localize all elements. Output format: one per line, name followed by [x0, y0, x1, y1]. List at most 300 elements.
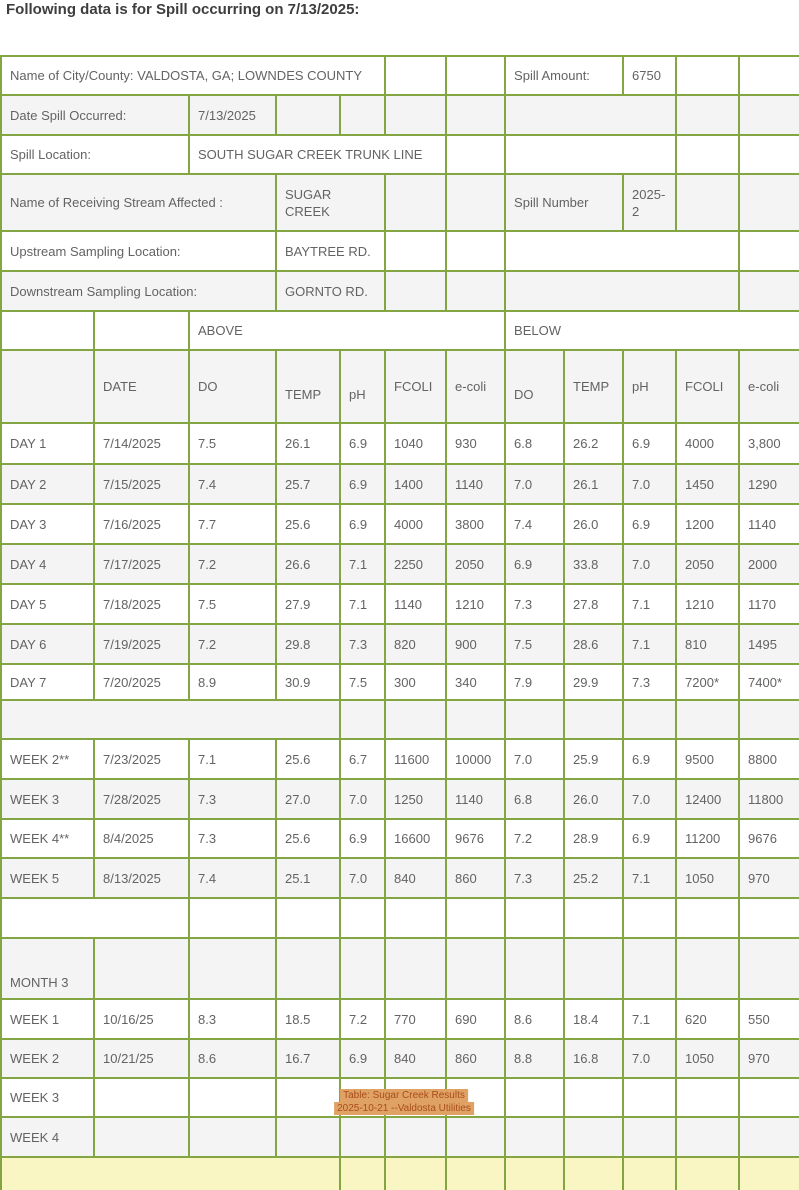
cell: 7.4: [189, 858, 276, 898]
row-day-7: [1, 664, 799, 700]
row-day-3: [1, 504, 799, 544]
cell: 6.9: [340, 464, 385, 504]
cell: [564, 1157, 623, 1190]
cell: 7.0: [505, 739, 564, 779]
cell: 27.0: [276, 779, 340, 819]
cell: 690: [446, 999, 505, 1039]
cell: [676, 56, 739, 95]
cell: 16600: [385, 819, 446, 858]
cell: [385, 1117, 446, 1157]
cell: 7.2: [189, 544, 276, 584]
cell: WEEK 2**: [1, 739, 94, 779]
cell: 7.1: [340, 584, 385, 624]
downstream-label-cell: Downstream Sampling Location:: [1, 271, 276, 311]
cell: 550: [739, 999, 799, 1039]
cell: 6.8: [505, 423, 564, 464]
page-title: Following data is for Spill occurring on 7/13/2025:: [6, 1, 360, 18]
cell: 25.9: [564, 739, 623, 779]
cell: WEEK 4**: [1, 819, 94, 858]
cell: 1210: [676, 584, 739, 624]
cell: [189, 1078, 276, 1117]
date-spill-label-cell: Date Spill Occurred:: [1, 95, 189, 135]
cell: 7.1: [623, 999, 676, 1039]
cell: 7.2: [340, 999, 385, 1039]
cell: [1, 700, 340, 739]
cell: [189, 938, 276, 999]
row-day-4: [1, 544, 799, 584]
cell: 7.1: [189, 739, 276, 779]
cell: 6.7: [340, 739, 385, 779]
cell: WEEK 5: [1, 858, 94, 898]
cell: 7.1: [623, 858, 676, 898]
cell: [739, 56, 799, 95]
cell: 29.8: [276, 624, 340, 664]
cell: [446, 898, 505, 938]
cell: 26.1: [564, 464, 623, 504]
cell: 26.0: [564, 504, 623, 544]
cell: 1050: [676, 1039, 739, 1078]
cell: 810: [676, 624, 739, 664]
cell: DAY 2: [1, 464, 94, 504]
cell: 770: [385, 999, 446, 1039]
cell: 7/15/2025: [94, 464, 189, 504]
cell: 7.2: [189, 624, 276, 664]
cell: 7200*: [676, 664, 739, 700]
cell: [505, 1157, 564, 1190]
row-section-headers: [1, 311, 799, 350]
row-date-spill: [1, 95, 799, 135]
cell: [505, 231, 739, 271]
cell: 6.9: [340, 423, 385, 464]
cell: 2000: [739, 544, 799, 584]
cell: 26.2: [564, 423, 623, 464]
cell: [446, 231, 505, 271]
cell: [505, 700, 564, 739]
row-column-headers: [1, 350, 799, 423]
cell: [676, 700, 739, 739]
cell: [385, 231, 446, 271]
cell: DAY 3: [1, 504, 94, 544]
cell: 18.4: [564, 999, 623, 1039]
cell: 7.5: [505, 624, 564, 664]
cell: 6.9: [505, 544, 564, 584]
cell: [676, 938, 739, 999]
cell: 6.9: [623, 819, 676, 858]
downstream-value-cell: GORNTO RD.: [276, 271, 385, 311]
cell: [739, 95, 799, 135]
cell: [340, 1157, 385, 1190]
cell: [623, 700, 676, 739]
cell: 9500: [676, 739, 739, 779]
spill-amount-label-cell: Spill Amount:: [505, 56, 623, 95]
cell: [564, 700, 623, 739]
below-section-header: BELOW: [505, 311, 799, 350]
upstream-label-cell: Upstream Sampling Location:: [1, 231, 276, 271]
cell: 10/21/25: [94, 1039, 189, 1078]
cell: 7.7: [189, 504, 276, 544]
cell: 300: [385, 664, 446, 700]
row-receiving-stream: [1, 174, 799, 231]
cell: [676, 1157, 739, 1190]
cell: 25.2: [564, 858, 623, 898]
cell: [676, 135, 739, 174]
cell: [1, 311, 94, 350]
spill-location-value-cell: SOUTH SUGAR CREEK TRUNK LINE: [189, 135, 446, 174]
cell: 7/20/2025: [94, 664, 189, 700]
row-week-3: [1, 779, 799, 819]
cell: 7.0: [623, 1039, 676, 1078]
cell: 8.3: [189, 999, 276, 1039]
cell: [739, 1117, 799, 1157]
row-week-4: [1, 819, 799, 858]
cell: [446, 700, 505, 739]
cell: [623, 938, 676, 999]
cell: 930: [446, 423, 505, 464]
spill-data-table: [0, 55, 799, 1190]
cell: 9676: [446, 819, 505, 858]
col-header-do-below: DO: [505, 350, 564, 423]
cell: DAY 5: [1, 584, 94, 624]
cell: 8.6: [189, 1039, 276, 1078]
cell: 28.9: [564, 819, 623, 858]
cell: [623, 1117, 676, 1157]
cell: 1050: [676, 858, 739, 898]
spill-number-value-cell: 2025-2: [623, 174, 676, 231]
cell: [385, 898, 446, 938]
cell: 2250: [385, 544, 446, 584]
cell: [623, 1157, 676, 1190]
caption-line: 2025-10-21 --Valdosta Utilities: [334, 1102, 474, 1115]
cell: 6.9: [623, 423, 676, 464]
cell: 7.0: [623, 544, 676, 584]
col-header-fcoli-below: FCOLI: [676, 350, 739, 423]
cell: 11800: [739, 779, 799, 819]
cell: WEEK 3: [1, 1078, 94, 1117]
cell: 7/19/2025: [94, 624, 189, 664]
row-month3-week-1: [1, 999, 799, 1039]
cell: 25.6: [276, 504, 340, 544]
cell: 1140: [446, 464, 505, 504]
cell: 7/23/2025: [94, 739, 189, 779]
cell: 7.2: [505, 819, 564, 858]
spill-location-label-cell: Spill Location:: [1, 135, 189, 174]
row-blank-2: [1, 898, 799, 938]
cell: DAY 4: [1, 544, 94, 584]
cell: 1495: [739, 624, 799, 664]
cell: 3800: [446, 504, 505, 544]
cell: 1400: [385, 464, 446, 504]
cell: 1140: [446, 779, 505, 819]
cell: 7.4: [505, 504, 564, 544]
cell: 7.0: [623, 464, 676, 504]
cell: 1450: [676, 464, 739, 504]
cell: 7/17/2025: [94, 544, 189, 584]
spill-number-label-cell: Spill Number: [505, 174, 623, 231]
cell: [676, 1117, 739, 1157]
cell: 7.5: [189, 423, 276, 464]
col-header-temp-below: TEMP: [564, 350, 623, 423]
cell: 33.8: [564, 544, 623, 584]
cell: [385, 95, 446, 135]
cell: 26.0: [564, 779, 623, 819]
cell: 7.3: [189, 779, 276, 819]
row-downstream: [1, 271, 799, 311]
cell: [94, 1117, 189, 1157]
cell: 7/18/2025: [94, 584, 189, 624]
stream-label-cell: Name of Receiving Stream Affected :: [1, 174, 276, 231]
cell: 1200: [676, 504, 739, 544]
cell: [739, 1078, 799, 1117]
col-header-do-above: DO: [189, 350, 276, 423]
cell: 8.6: [505, 999, 564, 1039]
cell: [739, 135, 799, 174]
cell: 7/28/2025: [94, 779, 189, 819]
cell: [1, 350, 94, 423]
row-spill-location: [1, 135, 799, 174]
cell: [676, 1078, 739, 1117]
cell: 2050: [446, 544, 505, 584]
cell: 820: [385, 624, 446, 664]
row-day-1: [1, 423, 799, 464]
cell: 1140: [385, 584, 446, 624]
cell: 29.9: [564, 664, 623, 700]
cell: DAY 6: [1, 624, 94, 664]
cell: [276, 898, 340, 938]
cell: [385, 700, 446, 739]
cell: 7.3: [505, 858, 564, 898]
row-city-county: [1, 56, 799, 95]
cell: 860: [446, 1039, 505, 1078]
col-header-fcoli-above: FCOLI: [385, 350, 446, 423]
cell: [564, 938, 623, 999]
row-caption: [1, 1157, 799, 1190]
row-day-2: [1, 464, 799, 504]
col-header-ecoli-above: e-coli: [446, 350, 505, 423]
cell: WEEK 2: [1, 1039, 94, 1078]
cell: 6.9: [340, 819, 385, 858]
cell: [94, 938, 189, 999]
col-header-ecoli-below: e-coli: [739, 350, 799, 423]
cell: [276, 1078, 340, 1117]
row-month3-week-4: [1, 1117, 799, 1157]
cell: [340, 938, 385, 999]
cell: [276, 95, 340, 135]
cell: [446, 135, 505, 174]
cell: 8/13/2025: [94, 858, 189, 898]
row-day-5: [1, 584, 799, 624]
upstream-value-cell: BAYTREE RD.: [276, 231, 385, 271]
cell: [739, 938, 799, 999]
cell: [739, 898, 799, 938]
row-week-2: [1, 739, 799, 779]
cell: 6.9: [623, 504, 676, 544]
col-header-date: DATE: [94, 350, 189, 423]
cell: [739, 271, 799, 311]
cell: 840: [385, 1039, 446, 1078]
cell: [1, 898, 189, 938]
cell: [94, 311, 189, 350]
cell: 7.4: [189, 464, 276, 504]
cell: 7.3: [189, 819, 276, 858]
cell: [739, 700, 799, 739]
cell: [676, 95, 739, 135]
row-month3-week-2: [1, 1039, 799, 1078]
row-day-6: [1, 624, 799, 664]
table-caption: [334, 1089, 474, 1115]
cell: WEEK 4: [1, 1117, 94, 1157]
cell: 1140: [739, 504, 799, 544]
cell: 7.5: [189, 584, 276, 624]
cell: [340, 898, 385, 938]
cell: [623, 1078, 676, 1117]
cell: [739, 174, 799, 231]
cell: [446, 95, 505, 135]
cell: 25.6: [276, 819, 340, 858]
cell: 340: [446, 664, 505, 700]
cell: [446, 938, 505, 999]
cell: 7.0: [623, 779, 676, 819]
cell: 9676: [739, 819, 799, 858]
cell: 7.1: [623, 584, 676, 624]
cell: 7.3: [623, 664, 676, 700]
row-month-3: [1, 938, 799, 999]
row-week-5: [1, 858, 799, 898]
cell: 27.9: [276, 584, 340, 624]
cell: 7.3: [340, 624, 385, 664]
cell: 7.5: [340, 664, 385, 700]
cell: 970: [739, 858, 799, 898]
spill-amount-value-cell: 6750: [623, 56, 676, 95]
cell: 26.1: [276, 423, 340, 464]
cell: 7.1: [340, 544, 385, 584]
cell: 16.8: [564, 1039, 623, 1078]
cell: [623, 898, 676, 938]
cell: [446, 174, 505, 231]
cell: [564, 1117, 623, 1157]
cell: 7/16/2025: [94, 504, 189, 544]
cell: 7.1: [623, 624, 676, 664]
cell: 4000: [385, 504, 446, 544]
row-blank-1: [1, 700, 799, 739]
cell: 1250: [385, 779, 446, 819]
cell: [505, 271, 739, 311]
cell: 2050: [676, 544, 739, 584]
cell: 3,800: [739, 423, 799, 464]
cell: 6.9: [340, 1039, 385, 1078]
cell: 1040: [385, 423, 446, 464]
cell: [340, 95, 385, 135]
caption-line: Table: Sugar Creek Results: [340, 1089, 468, 1102]
row-upstream: [1, 231, 799, 271]
cell: [505, 95, 676, 135]
cell: 7.3: [505, 584, 564, 624]
cell: 1210: [446, 584, 505, 624]
cell: 27.8: [564, 584, 623, 624]
cell: WEEK 1: [1, 999, 94, 1039]
cell: 10/16/25: [94, 999, 189, 1039]
cell: 8800: [739, 739, 799, 779]
cell: 7.0: [340, 858, 385, 898]
cell: 7/14/2025: [94, 423, 189, 464]
cell: 8/4/2025: [94, 819, 189, 858]
date-spill-value-cell: 7/13/2025: [189, 95, 276, 135]
cell: [340, 700, 385, 739]
cell: 620: [676, 999, 739, 1039]
cell: 970: [739, 1039, 799, 1078]
cell: 7.0: [340, 779, 385, 819]
cell: 25.1: [276, 858, 340, 898]
cell: 28.6: [564, 624, 623, 664]
col-header-ph-below: pH: [623, 350, 676, 423]
cell: [505, 1078, 564, 1117]
cell: WEEK 3: [1, 779, 94, 819]
cell: 6.9: [340, 504, 385, 544]
cell: 25.6: [276, 739, 340, 779]
cell: 11200: [676, 819, 739, 858]
cell: 11600: [385, 739, 446, 779]
cell: 4000: [676, 423, 739, 464]
cell: [385, 938, 446, 999]
above-section-header: ABOVE: [189, 311, 505, 350]
cell: [505, 898, 564, 938]
cell: 860: [446, 858, 505, 898]
cell: [340, 1117, 385, 1157]
col-header-ph-above: pH: [340, 350, 385, 423]
cell: [739, 231, 799, 271]
stream-value-cell: SUGAR CREEK: [276, 174, 385, 231]
cell: [676, 898, 739, 938]
cell: [505, 938, 564, 999]
cell: 16.7: [276, 1039, 340, 1078]
cell: [189, 1117, 276, 1157]
cell: 10000: [446, 739, 505, 779]
cell: [385, 56, 446, 95]
cell: 6.8: [505, 779, 564, 819]
cell: [385, 271, 446, 311]
cell: 840: [385, 858, 446, 898]
cell: 25.7: [276, 464, 340, 504]
cell: [564, 898, 623, 938]
cell: 6.9: [623, 739, 676, 779]
cell: 7400*: [739, 664, 799, 700]
cell: [276, 938, 340, 999]
cell: DAY 1: [1, 423, 94, 464]
month-3-label-cell: MONTH 3: [1, 938, 94, 999]
cell: [505, 1117, 564, 1157]
cell: [94, 1078, 189, 1117]
cell: [1, 1157, 340, 1190]
cell: [385, 1157, 446, 1190]
cell: [446, 271, 505, 311]
cell: [276, 1117, 340, 1157]
cell: 900: [446, 624, 505, 664]
cell: 1290: [739, 464, 799, 504]
cell: [385, 174, 446, 231]
cell: 26.6: [276, 544, 340, 584]
cell: [446, 1157, 505, 1190]
cell: 18.5: [276, 999, 340, 1039]
cell: 8.9: [189, 664, 276, 700]
cell: DAY 7: [1, 664, 94, 700]
cell: [739, 1157, 799, 1190]
cell: [446, 56, 505, 95]
cell: 7.0: [505, 464, 564, 504]
cell: [676, 174, 739, 231]
cell: [505, 135, 676, 174]
cell: [446, 1117, 505, 1157]
cell: 30.9: [276, 664, 340, 700]
cell: [564, 1078, 623, 1117]
